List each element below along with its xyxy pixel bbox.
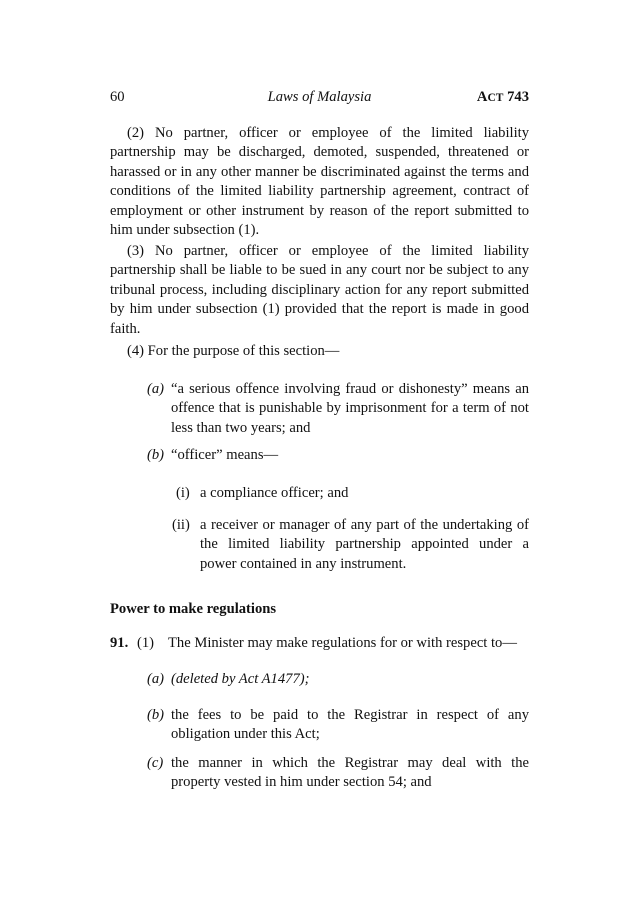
section-91-text: The Minister may make regulations for or with respect to— bbox=[168, 635, 517, 651]
sub-ii-label: (ii) bbox=[172, 517, 190, 533]
item-b-label: (b) bbox=[147, 447, 165, 463]
paragraph-4: (4) For the purpose of this section— bbox=[127, 343, 340, 359]
reg-b-text: the fees to be paid to the Registrar in respect of any obligation under this Act; bbox=[171, 707, 529, 743]
paragraph-3: (3) No partner, officer or employee of the limited liability partnership shall be liable to be sued in any court nor be subject to any tribunal process, including disciplinary action for any report submitted by him under subsection (1) provided that the report is made in good faith. bbox=[110, 243, 529, 337]
reg-b-label: (b) bbox=[147, 707, 165, 723]
section-91-number: 91. bbox=[110, 635, 129, 651]
reg-a-text: (deleted by Act A1477); bbox=[171, 671, 310, 687]
running-title: Laws of Malaysia bbox=[267, 89, 372, 105]
sub-i-label: (i) bbox=[176, 485, 190, 501]
reg-c-text: the manner in which the Registrar may deal with the property vested in him under section 54; and bbox=[171, 755, 529, 791]
sub-i-text: a compliance officer; and bbox=[200, 485, 349, 501]
item-a-text: “a serious offence involving fraud or dishonesty” means an offence that is punishable by imprisonment for a term of not less than two years; and bbox=[171, 381, 529, 436]
page-number: 60 bbox=[110, 89, 125, 105]
section-91-sub: (1) bbox=[137, 635, 155, 651]
reg-c-label: (c) bbox=[147, 755, 164, 771]
reg-a-label: (a) bbox=[147, 671, 165, 687]
paragraph-2: (2) No partner, officer or employee of the limited liability partnership may be discharged, demoted, suspended, threatened or harassed or in any other manner be discriminated against the terms and conditions of the limited liability partnership agreement, contract of employment or other instrument by reason of the report submitted to him under subsection (1). bbox=[110, 125, 529, 239]
act-number: ACT 743 bbox=[476, 89, 529, 105]
section-heading: Power to make regulations bbox=[110, 601, 277, 617]
item-a-label: (a) bbox=[147, 381, 165, 397]
page-header bbox=[110, 88, 529, 108]
sub-ii-text: a receiver or manager of any part of the undertaking of the limited liability partnership appointed under a power contained in any instrument. bbox=[200, 517, 529, 572]
item-b-text: “officer” means— bbox=[171, 447, 279, 463]
